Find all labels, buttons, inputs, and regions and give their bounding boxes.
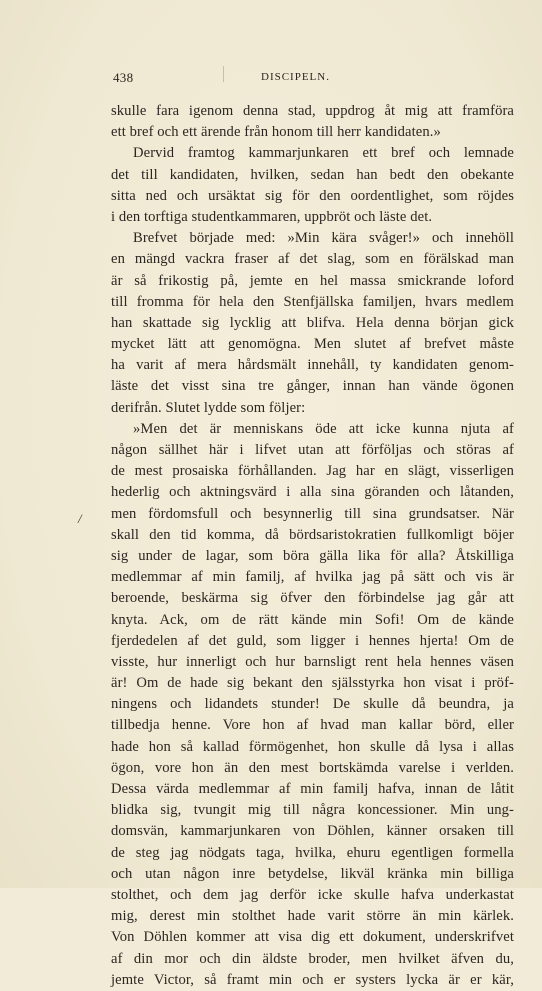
text-line: ögon, vore hon än den mest bortskämda varelse i verlden. [111, 759, 514, 776]
text-line: men fördomsfull och besynnerlig till sina grundsatser. När [111, 505, 514, 522]
text-line: ningens och lidandets stunder! De skulle då beundra, ja [111, 696, 514, 713]
page-number: 438 [113, 70, 134, 85]
text-line: är så frikostig på, jemte en hel massa smickrande loford [111, 272, 514, 289]
running-head: DISCIPELN. [261, 71, 330, 83]
text-line: skulle fara igenom denna stad, uppdrog åt mig att framföra [111, 103, 514, 119]
text-line: Dessa värda medlemmar af min familj hafva, innan de låtit [111, 781, 514, 797]
text-line: mig, derest min stolthet hade varit större än min kärlek. [111, 908, 514, 925]
page-header [80, 70, 512, 90]
text-line: »Men det är menniskans öde att icke kunna njuta af [133, 420, 514, 437]
text-line: till fromma för hela den Stenfjällska familjen, hvars medlem [111, 293, 514, 310]
text-line: derifrån. Slutet lydde som följer: [111, 399, 306, 416]
text-line: beroende, beskärma sig öfver den förbindelse jag går att [111, 590, 514, 607]
text-line: och utan någon inre betydelse, likväl kränka min billiga [111, 865, 514, 882]
text-line: visste, hur innerligt och hur barnsligt rent hela hennes väsen [111, 653, 514, 670]
text-line: ett bref och ett ärende från honom till herr kandidaten.» [111, 124, 441, 141]
text-line: domsvän, kammarjunkaren von Döhlen, känner orsaken till [111, 823, 514, 840]
text-line: Dervid framtog kammarjunkaren ett bref och lemnade [133, 145, 514, 162]
body-text [111, 101, 514, 991]
text-line: det till kandidaten, hvilken, sedan han bedt den obekante [111, 166, 514, 183]
text-line: någon sällhet här i lifvet utan att förföljas och störas af [111, 442, 514, 458]
text-line: läste det visst sina tre gånger, innan han vände ögonen [111, 378, 514, 395]
gutter-mark [223, 66, 224, 82]
text-line: är! Om de hade sig bekant den själsstyrka hon visat i pröf- [111, 675, 514, 692]
text-line: medlemmar af min familj, af hvilka jag på sätt och vis är [111, 569, 514, 586]
text-line: sig under de lagar, som böra gälla lika för alla? Åtskilliga [111, 547, 514, 564]
text-line: ha varit af mera hårdsmält innehåll, ty kandidaten genom- [111, 357, 514, 374]
text-line: mycket lätt att genomögna. Men slutet af brefvet måste [111, 336, 514, 353]
text-line: i den torftiga studentkammaren, uppbröt och läste det. [111, 208, 433, 225]
text-line: tillbedja henne. Vore hon af hvad man kallar börd, eller [111, 717, 514, 734]
text-line: de steg jag nödgats taga, hvilka, ehuru egentligen formella [111, 844, 514, 861]
text-line: skall den tid komma, då bördsaristokratien fullkomligt böjer [111, 526, 514, 543]
text-line: hederlig och aktningsvärd i alla sina göranden och låtanden, [111, 484, 514, 501]
text-line: han skattade sig lycklig att blifva. Hela denna början gick [111, 314, 514, 331]
text-line: knyta. Ack, om de rätt kände min Sofi! Om de kände [111, 611, 514, 628]
text-line: Brefvet började med: »Min kära svåger!» och innehöll [133, 230, 514, 247]
text-line: blidka sig, tvungit mig till några koncessioner. Min ung- [111, 802, 514, 819]
text-line: jemte Victor, så framt min och er systers lycka är er kär, [111, 971, 514, 988]
text-line: af din mor och din äldste broder, men hvilket äfven du, [111, 950, 514, 967]
text-line: sitta ned och ursäktat sig för den oordentlighet, som röjdes [111, 187, 514, 204]
text-line: stolthet, och dem jag derför icke skulle hafva underkastat [111, 886, 514, 903]
text-line: hade hon så kallad förmögenhet, hon skulle då lysa i allas [111, 738, 514, 755]
text-line: Von Döhlen kommer att visa dig ett dokument, underskrifvet [111, 929, 514, 946]
margin-mark: / [78, 511, 82, 526]
text-line: de mest prosaiska förhållanden. Jag har en slägt, visserligen [111, 463, 514, 480]
text-line: en mängd vackra fraser af det slag, som en förälskad man [111, 251, 514, 268]
text-line: fjerdedelen af det guld, som ligger i hennes hjerta! Om de [111, 632, 514, 649]
